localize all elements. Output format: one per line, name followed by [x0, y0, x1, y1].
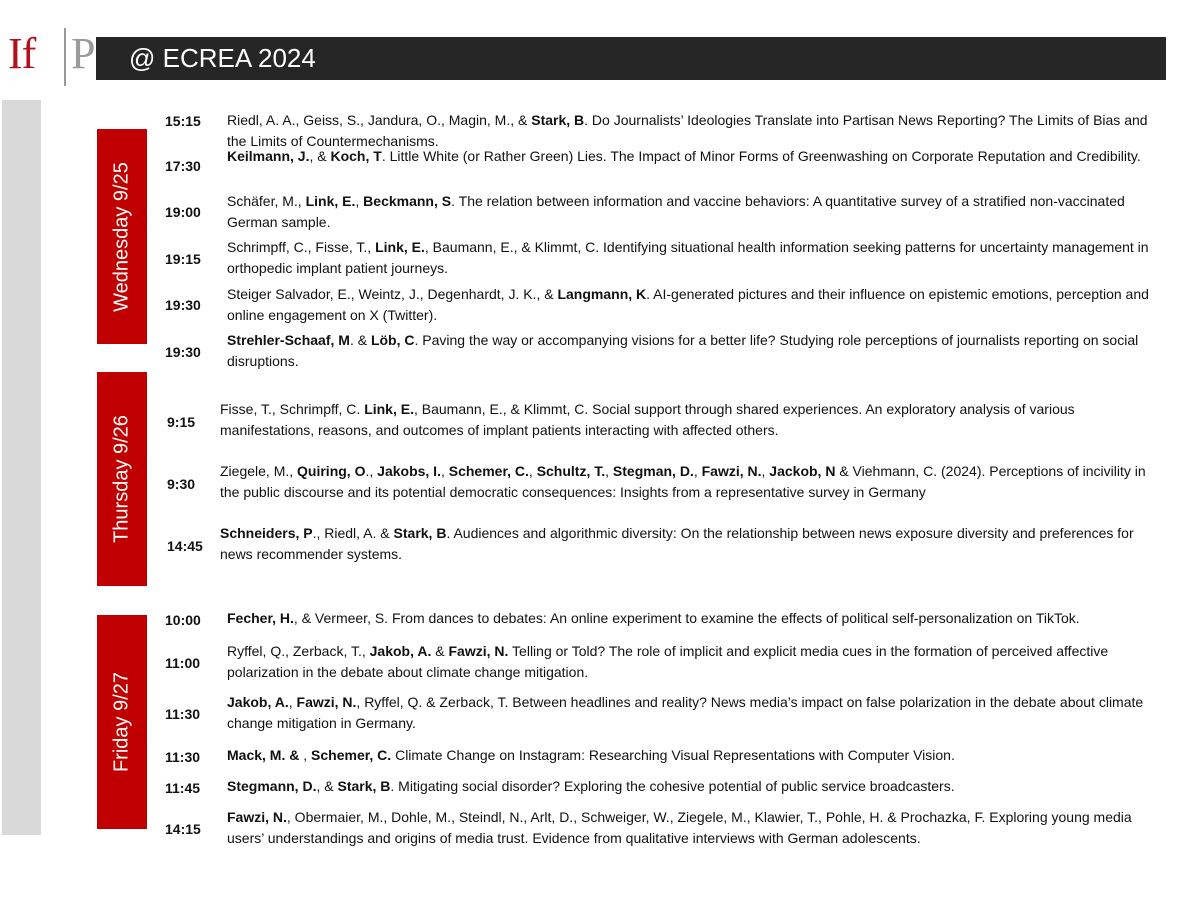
day-label-text: Thursday 9/26 [110, 415, 133, 543]
author-highlight: Langmann, K [557, 286, 647, 302]
author-highlight: Strehler-Schaaf, M [227, 332, 350, 348]
author-highlight: Fawzi, N. [701, 463, 762, 479]
side-strip [2, 100, 41, 835]
author-highlight: Mack, M. & [227, 747, 304, 763]
citation-segment: . Paving the way or accompanying visions for a better life? Studying role perceptions of journalists reporting on social disruptions. [227, 332, 1139, 369]
citation-segment: . & [349, 332, 371, 348]
author-highlight: Jakob, A. [227, 694, 289, 710]
author-highlight: Quiring, O [297, 463, 366, 479]
entry-time: 11:00 [165, 655, 201, 671]
author-highlight: Fawzi, N. [296, 694, 357, 710]
author-highlight: Link, E. [375, 239, 425, 255]
entry-time: 14:15 [165, 821, 201, 837]
author-highlight: Fawzi, N. [448, 643, 509, 659]
citation-segment: , Baumann, E., & Klimmt, C. Identifying situational health information seeking patterns for uncertainty management in orthopedic implant patient journeys. [227, 239, 1149, 276]
citation-segment: . Audiences and algorithmic diversity: On the relationship between news exposure diversity and preferences for news recommender systems. [220, 525, 1134, 562]
author-highlight: Fecher, H. [227, 610, 294, 626]
logo-divider [64, 28, 66, 86]
citation-segment: , [440, 463, 449, 479]
author-highlight: Stegmann, D. [227, 778, 317, 794]
entry-time: 9:15 [167, 414, 196, 430]
author-highlight: Stark, B [337, 778, 391, 794]
citation-segment: Steiger Salvador, E., Weintz, J., Degenhardt, J. K., & [227, 286, 558, 302]
citation-segment: , [528, 463, 537, 479]
author-highlight: Schneiders, P [220, 525, 313, 541]
page-title: @ ECREA 2024 [129, 43, 316, 73]
citation-segment: ., Riedl, A. & [312, 525, 394, 541]
author-highlight: Schemer, C. [448, 463, 529, 479]
citation-segment: ., [365, 463, 378, 479]
citation-segment: . AI-generated pictures and their influence on epistemic emotions, perception and online engagement on X (Twitter). [227, 286, 1149, 323]
author-highlight: Schemer, C. [311, 747, 392, 763]
citation-segment: , & [309, 148, 331, 164]
entry-time: 19:30 [165, 297, 201, 313]
citation-segment: & Viehmann, C. (2024). Perceptions of incivility in the public discourse and its potential democratic consequences: Insights from a representative survey in Germany [220, 463, 1146, 500]
author-highlight: Stark, B [393, 525, 447, 541]
day-label-thursday [97, 372, 147, 586]
day-label-wednesday [97, 129, 147, 344]
header-bar [96, 37, 1166, 80]
citation-segment: , Obermaier, M., Dohle, M., Steindl, N., Arlt, D., Schweiger, W., Ziegele, M., Klawier, T., Pohle, H. & Prochazka, F. Exploring young media users’ understandings and origins of media trust. Evidence from qualitative interviews with German adolescents. [227, 809, 1132, 846]
author-highlight: Link, E. [364, 401, 414, 417]
citation-segment: Ryffel, Q., Zerback, T., [227, 643, 370, 659]
day-label-text: Friday 9/27 [110, 671, 133, 773]
entry-time: 11:45 [165, 780, 201, 796]
citation-segment: , [303, 747, 312, 763]
entry-citation [227, 641, 1160, 683]
entry-citation [227, 284, 1160, 326]
author-highlight: Stegman, D. [612, 463, 694, 479]
entry-time: 9:30 [167, 476, 196, 492]
entry-citation [227, 330, 1160, 372]
citation-segment: & [431, 643, 449, 659]
citation-segment: Fisse, T., Schrimpff, C. [220, 401, 365, 417]
logo-text-p: P [71, 29, 96, 78]
citation-segment: , [288, 694, 297, 710]
entry-time: 19:15 [165, 251, 201, 267]
author-highlight: Jackob, N [769, 463, 836, 479]
entry-time: 11:30 [165, 706, 201, 722]
citation-segment: , Baumann, E., & Klimmt, C. Social support through shared experiences. An exploratory analysis of various manifestations, reasons, and outcomes of implant patients interacting with affected others. [220, 401, 1075, 438]
entry-citation [220, 523, 1160, 565]
entry-time: 14:45 [167, 538, 203, 554]
author-highlight: Jakobs, I. [377, 463, 441, 479]
entry-time: 19:00 [165, 204, 201, 220]
entry-time: 17:30 [165, 158, 201, 174]
entry-time: 19:30 [165, 344, 201, 360]
author-highlight: Jakob, A. [369, 643, 432, 659]
entry-citation [227, 191, 1160, 233]
entry-time: 15:15 [165, 113, 201, 129]
author-highlight: Beckmann, S [363, 193, 452, 209]
entry-time: 11:30 [165, 749, 201, 765]
entry-citation [220, 399, 1160, 441]
citation-segment: . Little White (or Rather Green) Lies. The Impact of Minor Forms of Greenwashing on Corporate Reputation and Credibility. [381, 148, 1141, 164]
citation-segment: , [605, 463, 613, 479]
author-highlight: Keilmann, J. [227, 148, 310, 164]
citation-segment: Climate Change on Instagram: Researching Visual Representations with Computer Vision. [391, 747, 955, 763]
author-highlight: Koch, T [330, 148, 382, 164]
citation-segment: . Do Journalists’ Ideologies Translate into Partisan News Reporting? The Limits of Bias and the Limits of Countermechanisms. [227, 112, 1148, 149]
citation-segment: , [355, 193, 364, 209]
citation-segment: , [693, 463, 702, 479]
citation-segment: . The relation between information and vaccine behaviors: A quantitative survey of a stratified non-vaccinated German sample. [227, 193, 1125, 230]
citation-segment: . Mitigating social disorder? Exploring the cohesive potential of public service broadcasters. [390, 778, 955, 794]
entry-citation [227, 776, 1160, 797]
citation-segment: Riedl, A. A., Geiss, S., Jandura, O., Magin, M., & [227, 112, 532, 128]
logo-text-if: If [8, 29, 36, 78]
day-label-friday [97, 615, 147, 829]
citation-segment: , & [316, 778, 338, 794]
entry-citation [227, 146, 1160, 167]
citation-segment: , & Vermeer, S. From dances to debates: An online experiment to examine the effects of political self-personalization on TikTok. [293, 610, 1080, 626]
author-highlight: Schultz, T. [536, 463, 606, 479]
citation-segment: , [761, 463, 770, 479]
author-highlight: Löb, C [370, 332, 415, 348]
entry-citation [227, 692, 1160, 734]
entry-citation [227, 608, 1160, 629]
entry-time: 10:00 [165, 612, 201, 628]
entry-citation [227, 807, 1160, 849]
author-highlight: Link, E. [305, 193, 356, 209]
citation-segment: Schäfer, M., [227, 193, 306, 209]
entry-citation [220, 461, 1160, 503]
author-highlight: Stark, B [531, 112, 585, 128]
entry-citation [227, 745, 1160, 766]
citation-segment: Schrimpff, C., Fisse, T., [227, 239, 376, 255]
citation-segment: Telling or Told? The role of implicit and explicit media cues in the formation of perceived affective polarization in the debate about climate change mitigation. [227, 643, 1109, 680]
citation-segment: Ziegele, M., [220, 463, 298, 479]
citation-segment: , Ryffel, Q. & Zerback, T. Between headlines and reality? News media’s impact on false polarization in the debate about climate change mitigation in Germany. [227, 694, 1144, 731]
day-label-text: Wednesday 9/25 [110, 161, 133, 312]
author-highlight: Fawzi, N. [227, 809, 287, 825]
entry-citation [227, 237, 1160, 279]
